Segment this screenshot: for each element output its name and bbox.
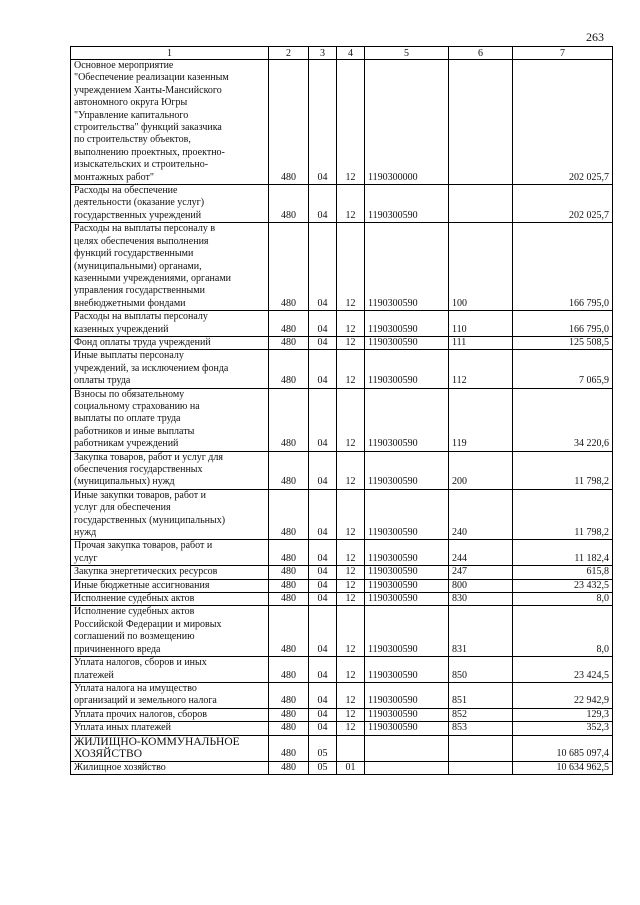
- expense-type-cell: 200: [449, 451, 513, 489]
- target-article-cell: 1190300590: [365, 579, 449, 592]
- amount-cell: 11 798,2: [513, 489, 613, 540]
- expense-type-cell: 112: [449, 350, 513, 388]
- admin-code-cell: 480: [269, 761, 309, 774]
- row-name-cell: Исполнение судебных актов: [71, 593, 269, 606]
- amount-cell: 166 795,0: [513, 311, 613, 337]
- amount-cell: 125 508,5: [513, 336, 613, 349]
- amount-cell: 8,0: [513, 606, 613, 657]
- row-name-cell: ЖИЛИЩНО-КОММУНАЛЬНОЕ ХОЗЯЙСТВО: [71, 735, 269, 761]
- row-name-cell: Закупка товаров, работ и услуг для обеспечения государственных (муниципальных) нужд: [71, 451, 269, 489]
- expense-type-cell: 852: [449, 708, 513, 721]
- table-row: [71, 708, 613, 721]
- admin-code-cell: 480: [269, 735, 309, 761]
- admin-code-cell: 480: [269, 489, 309, 540]
- table-row: [71, 579, 613, 592]
- admin-code-cell: 480: [269, 579, 309, 592]
- target-article-cell: 1190300590: [365, 682, 449, 708]
- column-header: 6: [449, 47, 513, 60]
- subsection-code-cell: 12: [337, 388, 365, 451]
- subsection-code-cell: [337, 735, 365, 761]
- amount-cell: 615,8: [513, 566, 613, 579]
- row-name-cell: Расходы на выплаты персоналу в целях обеспечения выполнения функций государственными (муниципальными) органами, казенными учреждениями, органами управления государственными внебюджетными фондами: [71, 223, 269, 311]
- expense-type-cell: 240: [449, 489, 513, 540]
- target-article-cell: 1190300590: [365, 593, 449, 606]
- admin-code-cell: 480: [269, 223, 309, 311]
- table-row: [71, 593, 613, 606]
- subsection-code-cell: 12: [337, 311, 365, 337]
- target-article-cell: 1190300590: [365, 566, 449, 579]
- expense-type-cell: 119: [449, 388, 513, 451]
- target-article-cell: 1190300590: [365, 350, 449, 388]
- admin-code-cell: 480: [269, 606, 309, 657]
- expense-type-cell: 851: [449, 682, 513, 708]
- amount-cell: 10 634 962,5: [513, 761, 613, 774]
- row-name-cell: Уплата прочих налогов, сборов: [71, 708, 269, 721]
- subsection-code-cell: 12: [337, 336, 365, 349]
- target-article-cell: 1190300590: [365, 657, 449, 683]
- amount-cell: 11 182,4: [513, 540, 613, 566]
- amount-cell: 129,3: [513, 708, 613, 721]
- table-row: [71, 735, 613, 761]
- column-header: 5: [365, 47, 449, 60]
- row-name-cell: Основное мероприятие "Обеспечение реализации казенным учреждением Ханты-Мансийского автономного округа Югры "Управление капитального строительства" функций заказчика по строительству объектов, выполнению проектных, проектно- изыскательских и строительно- монтажных работ": [71, 60, 269, 185]
- target-article-cell: [365, 735, 449, 761]
- section-code-cell: 04: [309, 451, 337, 489]
- subsection-code-cell: 12: [337, 708, 365, 721]
- expense-type-cell: [449, 185, 513, 223]
- table-row: [71, 185, 613, 223]
- row-name-cell: Исполнение судебных актов Российской Федерации и мировых соглашений по возмещению причиненного вреда: [71, 606, 269, 657]
- row-name-cell: Фонд оплаты труда учреждений: [71, 336, 269, 349]
- column-header: 3: [309, 47, 337, 60]
- table-row: [71, 606, 613, 657]
- target-article-cell: 1190300590: [365, 388, 449, 451]
- row-name-cell: Жилищное хозяйство: [71, 761, 269, 774]
- section-code-cell: 04: [309, 566, 337, 579]
- target-article-cell: 1190300590: [365, 722, 449, 735]
- amount-cell: 202 025,7: [513, 60, 613, 185]
- admin-code-cell: 480: [269, 311, 309, 337]
- target-article-cell: 1190300590: [365, 311, 449, 337]
- target-article-cell: [365, 761, 449, 774]
- admin-code-cell: 480: [269, 60, 309, 185]
- subsection-code-cell: 12: [337, 682, 365, 708]
- expense-type-cell: 247: [449, 566, 513, 579]
- table-row: [71, 388, 613, 451]
- expense-type-cell: [449, 735, 513, 761]
- row-name-cell: Расходы на обеспечение деятельности (оказание услуг) государственных учреждений: [71, 185, 269, 223]
- target-article-cell: 1190300590: [365, 708, 449, 721]
- admin-code-cell: 480: [269, 722, 309, 735]
- subsection-code-cell: 12: [337, 657, 365, 683]
- expense-type-cell: 110: [449, 311, 513, 337]
- amount-cell: 8,0: [513, 593, 613, 606]
- table-row: [71, 451, 613, 489]
- section-code-cell: 04: [309, 593, 337, 606]
- table-row: [71, 489, 613, 540]
- subsection-code-cell: 12: [337, 606, 365, 657]
- target-article-cell: 1190300590: [365, 223, 449, 311]
- amount-cell: 10 685 097,4: [513, 735, 613, 761]
- subsection-code-cell: 12: [337, 60, 365, 185]
- row-name-cell: Иные бюджетные ассигнования: [71, 579, 269, 592]
- admin-code-cell: 480: [269, 185, 309, 223]
- admin-code-cell: 480: [269, 593, 309, 606]
- table-row: [71, 566, 613, 579]
- admin-code-cell: 480: [269, 336, 309, 349]
- section-code-cell: 04: [309, 223, 337, 311]
- table-row: [71, 540, 613, 566]
- expense-type-cell: 830: [449, 593, 513, 606]
- table-row: [71, 60, 613, 185]
- target-article-cell: 1190300590: [365, 336, 449, 349]
- subsection-code-cell: 12: [337, 223, 365, 311]
- row-name-cell: Расходы на выплаты персоналу казенных учреждений: [71, 311, 269, 337]
- admin-code-cell: 480: [269, 566, 309, 579]
- budget-table: [70, 46, 613, 775]
- subsection-code-cell: 12: [337, 722, 365, 735]
- subsection-code-cell: 12: [337, 579, 365, 592]
- amount-cell: 352,3: [513, 722, 613, 735]
- header-row: [71, 47, 613, 60]
- row-name-cell: Взносы по обязательному социальному страхованию на выплаты по оплате труда работников и иные выплаты работникам учреждений: [71, 388, 269, 451]
- expense-type-cell: 244: [449, 540, 513, 566]
- row-name-cell: Уплата налогов, сборов и иных платежей: [71, 657, 269, 683]
- row-name-cell: Закупка энергетических ресурсов: [71, 566, 269, 579]
- subsection-code-cell: 12: [337, 540, 365, 566]
- amount-cell: 202 025,7: [513, 185, 613, 223]
- expense-type-cell: 850: [449, 657, 513, 683]
- admin-code-cell: 480: [269, 350, 309, 388]
- expense-type-cell: 800: [449, 579, 513, 592]
- section-code-cell: 04: [309, 682, 337, 708]
- section-code-cell: 05: [309, 761, 337, 774]
- row-name-cell: Иные закупки товаров, работ и услуг для обеспечения государственных (муниципальных) нужд: [71, 489, 269, 540]
- row-name-cell: Прочая закупка товаров, работ и услуг: [71, 540, 269, 566]
- section-code-cell: 04: [309, 60, 337, 185]
- column-header: 2: [269, 47, 309, 60]
- amount-cell: 23 424,5: [513, 657, 613, 683]
- subsection-code-cell: 12: [337, 185, 365, 223]
- amount-cell: 11 798,2: [513, 451, 613, 489]
- target-article-cell: 1190300590: [365, 606, 449, 657]
- admin-code-cell: 480: [269, 388, 309, 451]
- section-code-cell: 04: [309, 708, 337, 721]
- subsection-code-cell: 12: [337, 593, 365, 606]
- table-row: [71, 223, 613, 311]
- table-row: [71, 682, 613, 708]
- row-name-cell: Уплата иных платежей: [71, 722, 269, 735]
- row-name-cell: Уплата налога на имущество организаций и земельного налога: [71, 682, 269, 708]
- target-article-cell: 1190300590: [365, 451, 449, 489]
- amount-cell: 34 220,6: [513, 388, 613, 451]
- expense-type-cell: 111: [449, 336, 513, 349]
- section-code-cell: 04: [309, 311, 337, 337]
- amount-cell: 23 432,5: [513, 579, 613, 592]
- amount-cell: 166 795,0: [513, 223, 613, 311]
- target-article-cell: 1190300590: [365, 185, 449, 223]
- section-code-cell: 04: [309, 388, 337, 451]
- target-article-cell: 1190300590: [365, 540, 449, 566]
- section-code-cell: 04: [309, 722, 337, 735]
- expense-type-cell: 831: [449, 606, 513, 657]
- table-row: [71, 722, 613, 735]
- section-code-cell: 04: [309, 489, 337, 540]
- admin-code-cell: 480: [269, 708, 309, 721]
- target-article-cell: 1190300000: [365, 60, 449, 185]
- table-row: [71, 311, 613, 337]
- page-number: 263: [586, 30, 604, 44]
- section-code-cell: 04: [309, 185, 337, 223]
- expense-type-cell: [449, 60, 513, 185]
- subsection-code-cell: 12: [337, 489, 365, 540]
- section-code-cell: 04: [309, 540, 337, 566]
- expense-type-cell: 100: [449, 223, 513, 311]
- amount-cell: 22 942,9: [513, 682, 613, 708]
- amount-cell: 7 065,9: [513, 350, 613, 388]
- column-header: 1: [71, 47, 269, 60]
- target-article-cell: 1190300590: [365, 489, 449, 540]
- admin-code-cell: 480: [269, 451, 309, 489]
- column-header: 4: [337, 47, 365, 60]
- section-code-cell: 04: [309, 606, 337, 657]
- admin-code-cell: 480: [269, 540, 309, 566]
- subsection-code-cell: 01: [337, 761, 365, 774]
- subsection-code-cell: 12: [337, 566, 365, 579]
- admin-code-cell: 480: [269, 682, 309, 708]
- table-row: [71, 350, 613, 388]
- column-header: 7: [513, 47, 613, 60]
- section-code-cell: 05: [309, 735, 337, 761]
- table-row: [71, 336, 613, 349]
- section-code-cell: 04: [309, 579, 337, 592]
- table-row: [71, 761, 613, 774]
- section-code-cell: 04: [309, 336, 337, 349]
- expense-type-cell: 853: [449, 722, 513, 735]
- section-code-cell: 04: [309, 350, 337, 388]
- subsection-code-cell: 12: [337, 451, 365, 489]
- section-code-cell: 04: [309, 657, 337, 683]
- subsection-code-cell: 12: [337, 350, 365, 388]
- row-name-cell: Иные выплаты персоналу учреждений, за исключением фонда оплаты труда: [71, 350, 269, 388]
- table-row: [71, 657, 613, 683]
- admin-code-cell: 480: [269, 657, 309, 683]
- expense-type-cell: [449, 761, 513, 774]
